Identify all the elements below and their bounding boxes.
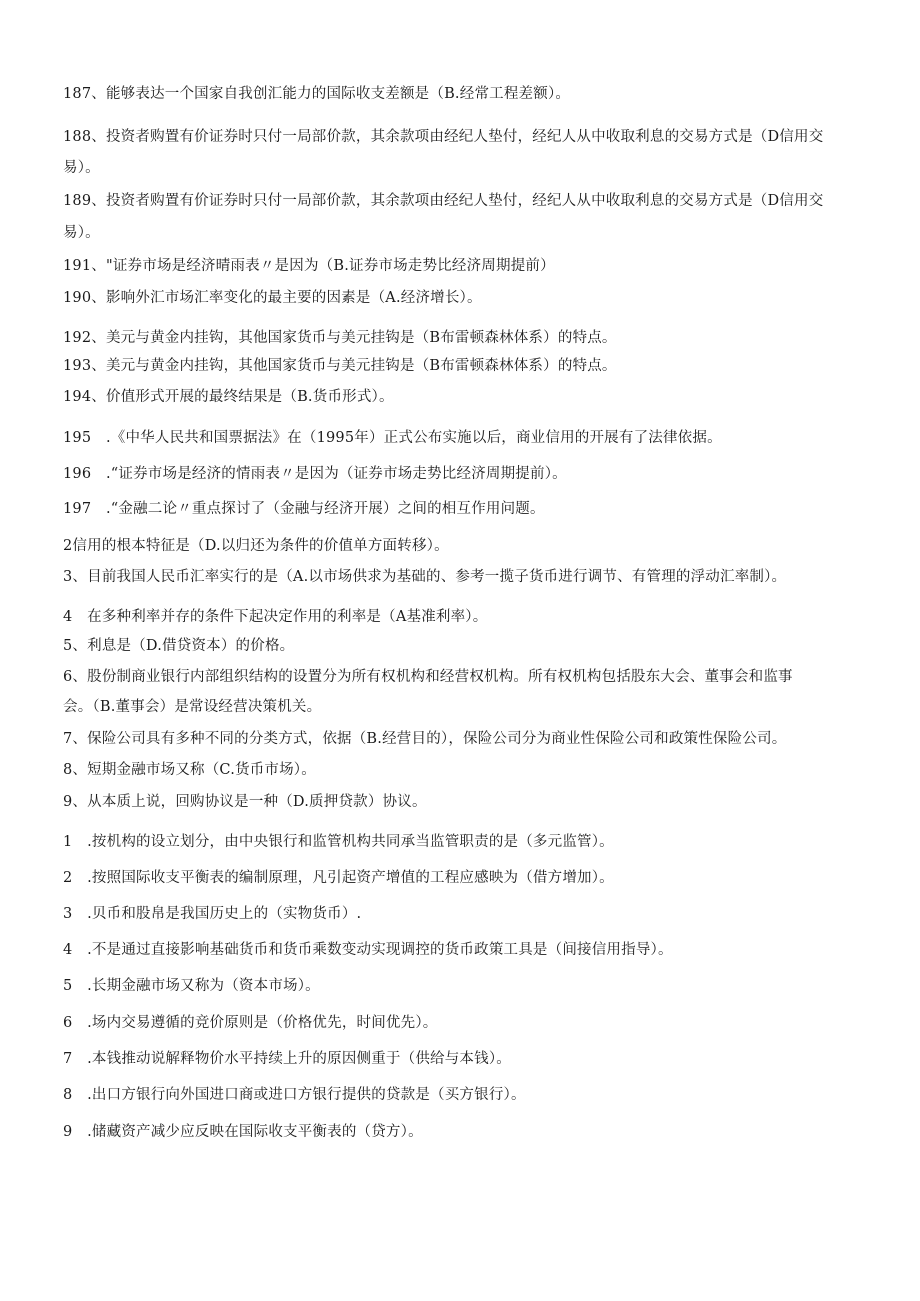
text-line: 189、投资者购置有价证券时只付一局部价款，其余款项由经纪人垫付，经纪人从中收取利息的交易方式是（D信用交	[63, 193, 824, 209]
text-line: 3、目前我国人民币汇率实行的是（A.以市场供求为基础的、参考一揽子货币进行调节、有管理的浮动汇率制）。	[63, 569, 787, 585]
text-line: 易）。	[63, 225, 100, 241]
text-line: 4 在多种利率并存的条件下起决定作用的利率是（A基准利率）。	[63, 609, 488, 625]
text-line: 2信用的根本特征是（D.以归还为条件的价值单方面转移）。	[63, 538, 449, 554]
text-line: 6、股份制商业银行内部组织结构的设置分为所有权机构和经营权机构。所有权机构包括股东大会、董事会和监事	[63, 669, 793, 685]
text-line: 190、影响外汇市场汇率变化的最主要的因素是（A.经济增长）。	[63, 290, 482, 306]
text-line: 1 .按机构的设立划分，由中央银行和监管机构共同承当监管职责的是（多元监管）。	[63, 834, 614, 850]
text-line: 5、利息是（D.借贷资本）的价格。	[63, 638, 295, 654]
text-line: 4 .不是通过直接影响基础货币和货币乘数变动实现调控的货币政策工具是（间接信用指导）。	[63, 942, 673, 958]
text-line: 197 .“金融二论〃重点探讨了（金融与经济开展）之间的相互作用问题。	[63, 501, 545, 517]
text-line: 3 .贝币和股帛是我国历史上的（实物货币）.	[63, 906, 362, 922]
text-line: 8、短期金融市场又称（C.货币市场）。	[63, 762, 316, 778]
text-line: 193、美元与黄金内挂钩，其他国家货币与美元挂钩是（B布雷顿森林体系）的特点。	[63, 358, 617, 374]
text-line: 7、保险公司具有多种不同的分类方式，依据（B.经营目的），保险公司分为商业性保险公司和政策性保险公司。	[63, 731, 787, 747]
text-line: 6 .场内交易遵循的竞价原则是（价格优先，时间优先）。	[63, 1015, 438, 1031]
text-line: 192、美元与黄金内挂钩，其他国家货币与美元挂钩是（B布雷顿森林体系）的特点。	[63, 330, 617, 346]
text-line: 5 .长期金融市场又称为（资本市场）。	[63, 978, 320, 994]
text-line: 188、投资者购置有价证券时只付一局部价款，其余款项由经纪人垫付，经纪人从中收取利息的交易方式是（D信用交	[63, 129, 824, 145]
text-line: 194、价值形式开展的最终结果是（B.货币形式）。	[63, 389, 394, 405]
text-line: 易）。	[63, 160, 100, 176]
text-line: 会。（B.董事会）是常设经营决策机关。	[63, 699, 322, 715]
text-line: 9 .储藏资产减少应反映在国际收支平衡表的（贷方）。	[63, 1124, 423, 1140]
text-line: 2 .按照国际收支平衡表的编制原理，凡引起资产增值的工程应感映为（借方增加）。	[63, 870, 614, 886]
text-line: 187、能够表达一个国家自我创汇能力的国际收支差额是（B.经常工程差额）。	[63, 86, 571, 102]
text-line: 195 .《中华人民共和国票据法》在（1995年）正式公布实施以后，商业信用的开展有了法律依据。	[63, 430, 722, 446]
text-line: 191、"证券市场是经济晴雨表〃是因为（B.证券市场走势比经济周期提前）	[63, 258, 555, 274]
text-line: 196 .“证券市场是经济的情雨表〃是因为（证券市场走势比经济周期提前）。	[63, 466, 567, 482]
text-line: 8 .出口方银行向外国进口商或进口方银行提供的贷款是（买方银行）。	[63, 1087, 526, 1103]
text-line: 7 .本钱推动说解释物价水平持续上升的原因侧重于（供给与本钱）。	[63, 1051, 511, 1067]
text-line: 9、从本质上说，回购协议是一种（D.质押贷款）协议。	[63, 794, 427, 810]
